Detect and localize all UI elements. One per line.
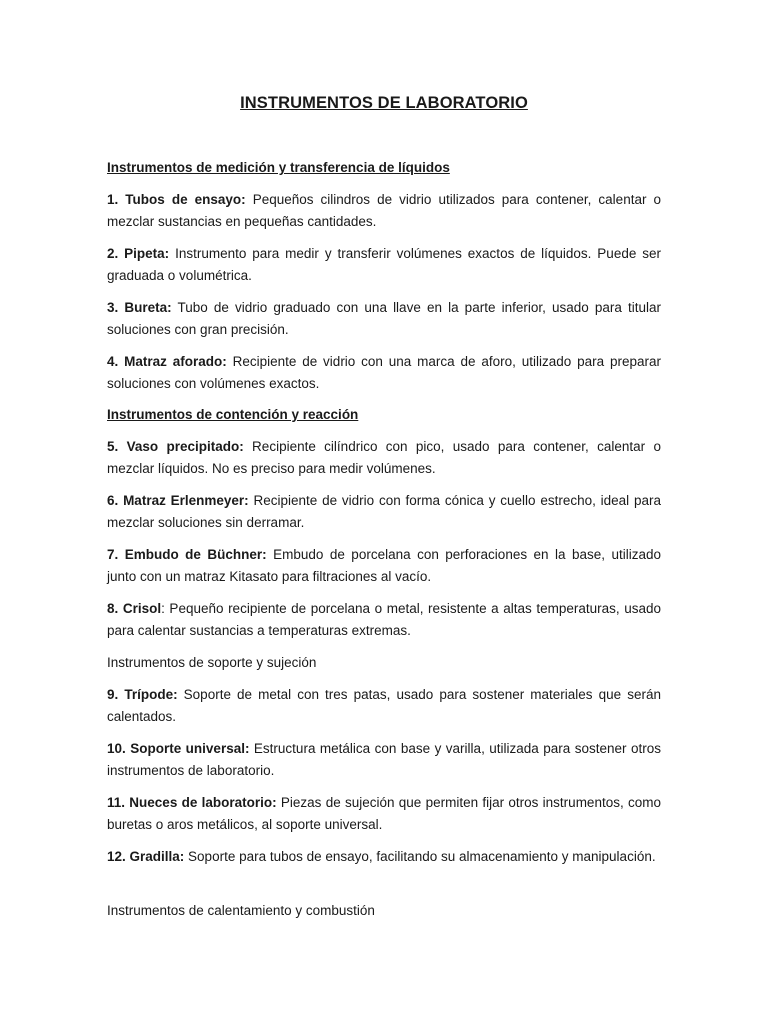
list-item xyxy=(107,243,661,287)
list-item xyxy=(107,490,661,534)
item-description: Tubo de vidrio graduado con una llave en la parte inferior, usado para titular soluciones con gran precisión. xyxy=(107,300,661,337)
item-term: 8. Crisol xyxy=(107,601,162,616)
list-item xyxy=(107,297,661,341)
item-description: Piezas de sujeción que permiten fijar otros instrumentos, como buretas o aros metálicos, al soporte universal. xyxy=(107,795,661,832)
item-term: 12. Gradilla: xyxy=(107,849,185,864)
document-title: INSTRUMENTOS DE LABORATORIO xyxy=(240,94,528,112)
item-description: Soporte para tubos de ensayo, facilitando su almacenamiento y manipulación. xyxy=(184,849,656,864)
item-description: Soporte de metal con tres patas, usado para sostener materiales que serán calentados. xyxy=(107,687,662,724)
item-term: 9. Trípode: xyxy=(107,687,178,702)
item-term: 7. Embudo de Büchner: xyxy=(107,547,267,562)
section-heading-calentamiento: Instrumentos de calentamiento y combustión xyxy=(107,903,375,918)
item-description: : Pequeño recipiente de porcelana o metal, resistente a altas temperaturas, usado para calentar sustancias a temperaturas extremas. xyxy=(107,601,661,638)
item-description: Recipiente de vidrio con forma cónica y cuello estrecho, ideal para mezclar soluciones sin derramar. xyxy=(107,493,662,530)
list-item xyxy=(107,544,661,588)
list-item xyxy=(107,436,661,480)
section-heading-contencion: Instrumentos de contención y reacción xyxy=(107,407,359,422)
item-description: Recipiente de vidrio con una marca de aforo, utilizado para preparar soluciones con volúmenes exactos. xyxy=(107,354,661,391)
item-term: 1. Tubos de ensayo: xyxy=(107,192,246,207)
list-item xyxy=(107,846,661,868)
section-heading-soporte: Instrumentos de soporte y sujeción xyxy=(107,655,317,670)
item-term: 3. Bureta: xyxy=(107,300,172,315)
list-item xyxy=(107,351,661,395)
list-item xyxy=(107,792,661,836)
item-term: 5. Vaso precipitado: xyxy=(107,439,244,454)
item-description: Embudo de porcelana con perforaciones en la base, utilizado junto con un matraz Kitasato para filtraciones al vacío. xyxy=(107,547,661,584)
item-description: Pequeños cilindros de vidrio utilizados para contener, calentar o mezclar sustancias en pequeñas cantidades. xyxy=(107,192,662,229)
item-description: Instrumento para medir y transferir volúmenes exactos de líquidos. Puede ser graduada o volumétrica. xyxy=(107,246,661,283)
item-term: 6. Matraz Erlenmeyer: xyxy=(107,493,249,508)
item-term: 2. Pipeta: xyxy=(107,246,170,261)
item-description: Recipiente cilíndrico con pico, usado para contener, calentar o mezclar líquidos. No es preciso para medir volúmenes. xyxy=(107,439,661,476)
list-item xyxy=(107,684,661,728)
item-term: 11. Nueces de laboratorio: xyxy=(107,795,277,810)
section-heading-medicion: Instrumentos de medición y transferencia de líquidos xyxy=(107,160,450,175)
item-term: 10. Soporte universal: xyxy=(107,741,250,756)
item-term: 4. Matraz aforado: xyxy=(107,354,227,369)
list-item xyxy=(107,738,661,782)
list-item xyxy=(107,598,661,642)
list-item xyxy=(107,189,661,233)
item-description: Estructura metálica con base y varilla, utilizada para sostener otros instrumentos de laboratorio. xyxy=(107,741,661,778)
